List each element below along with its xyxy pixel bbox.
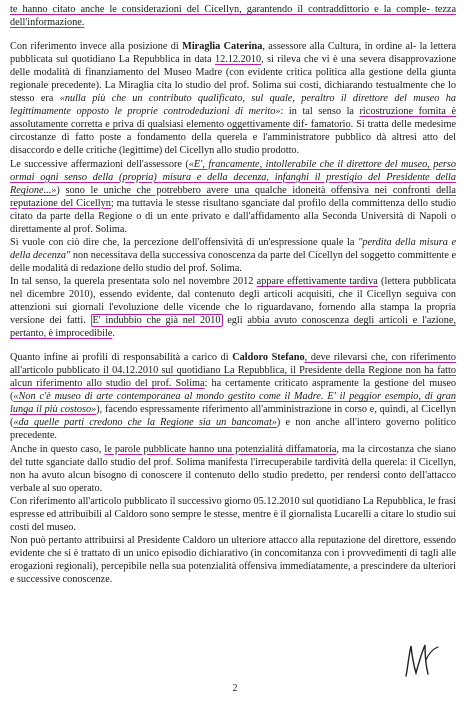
signature-icon — [402, 640, 442, 685]
text-run: , assessore alla Cultura, in ordine al- la lettera pubblicata sul quotidiano La Repubblica in data — [10, 41, 456, 66]
page-number: 2 — [232, 683, 238, 694]
underlined-text: «E', francamente, intollerabile che il direttore del museo, perso ormai ogni senso della (propria) misura e della decenza, infanghi il prestigio del Presidente della Regione...» — [10, 158, 456, 196]
text-run: egli — [222, 315, 248, 327]
paragraph — [10, 534, 456, 586]
text-run: ) e non anche all'intero governo politico precedente. — [10, 417, 456, 442]
text-run: . — [112, 328, 115, 340]
text-run: : ha certamente criticato aspramente la gestione del museo ( — [10, 378, 456, 403]
underlined-text: , deve rilevarsi che, con riferimento all'articolo pubblicato il 04.12.2010 sul quotidiano La Repubblica, il Presidente della Regione non ha fatto alcun riferimento allo studio del prof. Solima — [10, 352, 456, 390]
underlined-text: «Non c'è museo di arte contemporanea al mondo gestito come il Madre. E' il peggior esempio, di gran lunga il più costoso» — [10, 391, 456, 416]
paragraph — [10, 351, 456, 442]
text-run: Caldoro Stefano — [232, 352, 305, 364]
text-run: Non può pertanto attribuirsi al Presidente Caldoro un ulteriore attacco alla reputazione del direttore, essendo evidente che si è trattato di un unico episodio dichiarativo (in concomitanza con i provvedimenti di tagli alle erogazioni regionali), percepibile nella sua potenzialità offensiva immediatamente, a prescindere da ulteriori e successive conoscenze. — [10, 534, 456, 585]
text-run: In tal senso, la querela presentata solo nel novembre 2012 — [10, 275, 257, 287]
paragraph — [10, 275, 456, 340]
text-run: Le successive affermazioni dell'assessore ( — [10, 158, 189, 170]
text-run: Con riferimento invece alla posizione di — [10, 41, 183, 53]
underlined-text: 12.12.2010 — [214, 54, 262, 66]
text-run: Quanto infine ai profili di responsabilità a carico di — [10, 352, 233, 364]
text-run: non necessitava della successiva conoscenza da parte del Cicellyn del soggetto committente e delle modalità di redazione dello studio del prof. Solima. — [10, 249, 456, 274]
paragraph — [10, 495, 456, 534]
text-run: ) — [56, 184, 66, 196]
text-run: Si vuole con ciò dire che, la percezione dell'offensività di un'espressione quale la — [10, 236, 359, 248]
underlined-text: abbia avuto conoscenza degli articoli e l'azione, pertanto, è improcedibile — [10, 315, 457, 340]
underlined-text: «da quelle parti credono che la Regione sia un bancomat» — [13, 417, 277, 429]
text-run: Anche in questo caso, — [10, 443, 105, 455]
text-run: ; ma tuttavia le stesse risultano sganciate dal profilo della committenza dello studio citato da parte della Regione o di un ente privato e dall'affidamento alla Seconda Università di Napoli o direttamente al prof. Solima. — [10, 197, 456, 235]
paragraph — [10, 3, 456, 29]
paragraph — [10, 40, 456, 157]
text-run: , ma la circostanza che siano del tutte sganciate dallo studio del prof. Solima manifesta l'irrecuperabile tardività della querela: il Cicellyn, non ha avuto alcun bisogno di conoscere il contenuto dello studio predetto, per rendersi conto dell'attacco verbale al suo operato. — [10, 443, 456, 494]
text-run: : in tal senso la — [280, 106, 360, 118]
text-run: "perdita della misura e della decenza" — [10, 236, 456, 261]
text-run: Miraglia Caterina — [182, 41, 263, 53]
paragraph — [10, 443, 456, 495]
text-run: ), facendo espressamente riferimento all'amministrazione in corso e, quindi, al Cicellyn ( — [10, 404, 457, 429]
document-page — [10, 3, 456, 586]
body-text — [10, 3, 456, 586]
paragraph — [10, 158, 456, 236]
text-run: Con riferimento all'articolo pubblicato il successivo giorno 05.12.2010 sul quotidiano La Repubblica, le frasi espresse ed attribuibili al Caldoro sono sempre le stesse, mentre è il giornalista Lucarelli a citare lo studio sui costi del museo. — [10, 495, 456, 533]
text-run: (lettera pubblicata nel dicembre 2010), essendo evidente, dal contenuto degli articoli acquisiti, che il Cicellyn seguiva con attenzioni sui giornali l'evoluzione delle vicende che lo riguardavano, fornendo alla stampa la propria versione dei fatti. — [10, 275, 456, 327]
text-run: «nulla più che un contributo qualificato, sul quale, peraltro il direttore del museo ha legittimamente opposto le proprie controdeduzioni di merito» — [10, 93, 456, 118]
underlined-text: appare effettivamente tardiva — [256, 275, 378, 287]
paragraph — [10, 236, 456, 275]
underlined-text: ricostruzione fornita è assolutamente corretta e priva di qualsiasi elemento oggettivamente dif- famatorio — [10, 106, 456, 131]
underlined-text: le parole pubblicate hanno una potenzialità diffamatoria — [104, 443, 337, 455]
text-run: , si rileva che vi è una severa disapprovazione delle modalità di finanziamento del Museo Madre (con evidente critica politica alla gestione della giunta regionale precedente). La Miraglia cita lo studio del prof. Solima sui costi, dichiarando testualmente che lo stesso era — [10, 54, 456, 105]
underlined-text: sono le uniche che potrebbero avere una qualche idoneità offensiva nei confronti della reputazione del Cicellyn — [10, 184, 456, 209]
underlined-text: te hanno citato anche le considerazioni del Cicellyn, garantendo il contraddittorio e la comple- tezza dell'informazione. — [10, 4, 456, 29]
boxed-annotation: E' indubbio che già nel 2010 — [92, 315, 221, 327]
text-run: . Si tratta delle medesime circostanze di fatto poste a fondamento della querela e l'amministratore pubblico dà altresì atto del disaccordo e delle critiche (legittime) del Cicellyn allo studio prodotto. — [10, 119, 457, 157]
